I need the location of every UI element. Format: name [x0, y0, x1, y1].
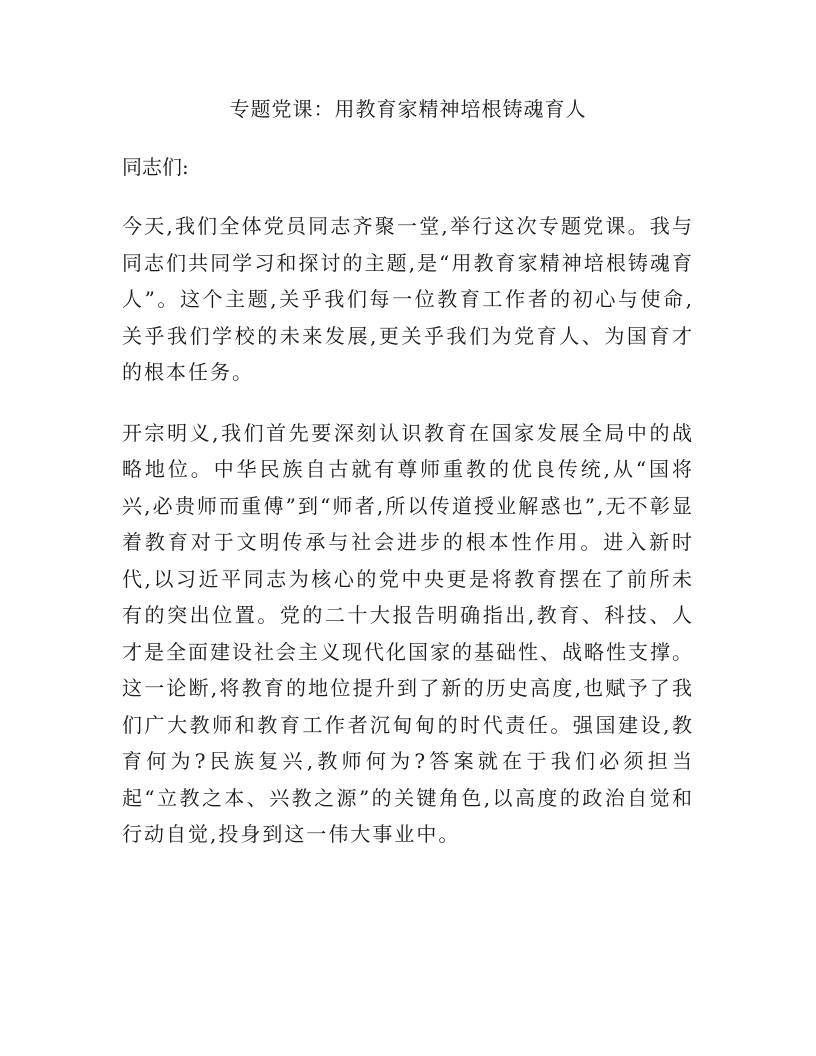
paragraph-opening: 今天,我们全体党员同志齐聚一堂,举行这次专题党课。我与同志们共同学习和探讨的主题,是“用教育家精神培根铸魂育人”。这个主题,关乎我们每一位教育工作者的初心与使命,关乎我们学校的未来发展,更关乎我们为党育人、为国育才的根本任务。	[122, 214, 694, 384]
salutation: 同志们:	[122, 155, 189, 179]
document-title: 专题党课：用教育家精神培根铸魂育人	[229, 97, 587, 121]
paragraph-strategic-position: 开宗明义,我们首先要深刻认识教育在国家发展全局中的战略地位。中华民族自古就有尊师重教的优良传统,从“国将兴,必贵师而重傅”到“师者,所以传道授业解惑也”,无不彰显着教育对于文明传承与社会进步的根本性作用。进入新时代,以习近平同志为核心的党中央更是将教育摆在了前所未有的突出位置。党的二十大报告明确指出,教育、科技、人才是全面建设社会主义现代化国家的基础性、战略性支撑。这一论断,将教育的地位提升到了新的历史高度,也赋予了我们广大教师和教育工作者沉甸甸的时代责任。强国建设,教育何为?民族复兴,教师何为?答案就在于我们必须担当起“立教之本、兴教之源”的关键角色,以高度的政治自觉和行动自觉,投身到这一伟大事业中。	[122, 420, 694, 846]
